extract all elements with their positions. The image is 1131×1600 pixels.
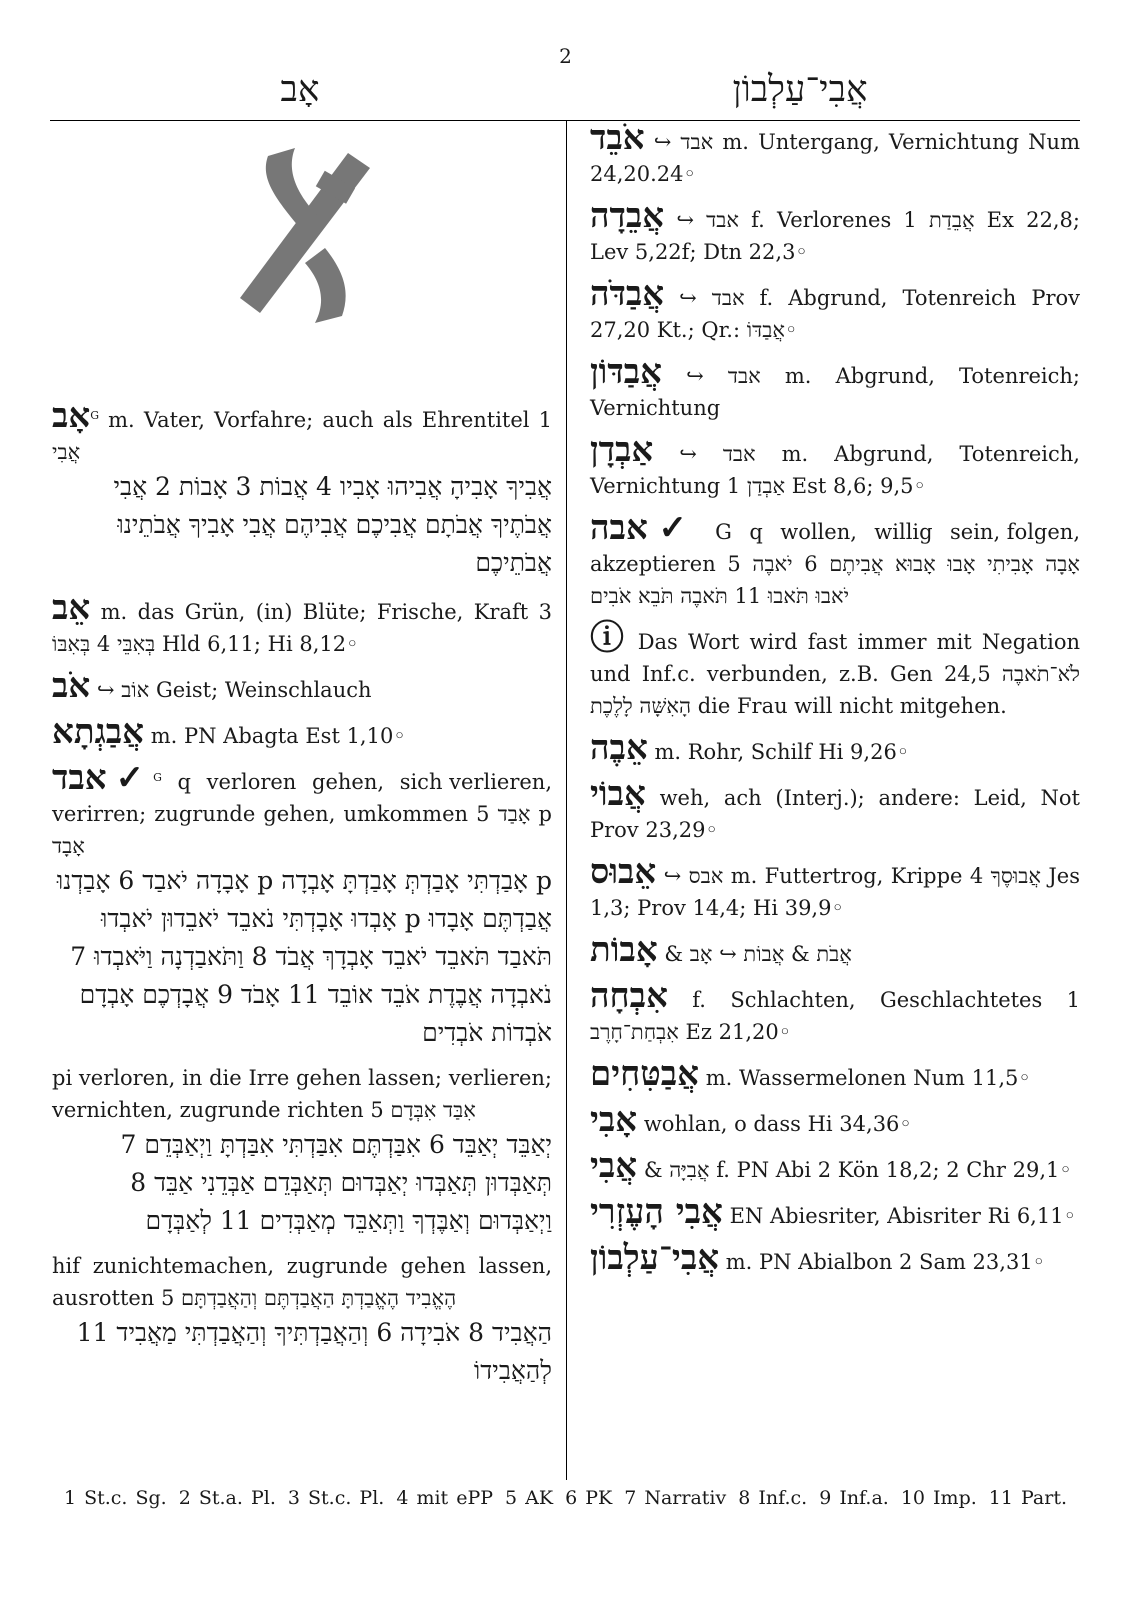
headword: אָבִי xyxy=(590,1100,638,1140)
right-entry xyxy=(590,1238,1080,1278)
legend-item: 2 St.a. Pl. xyxy=(178,1487,276,1509)
legend-item: 9 Inf.a. xyxy=(819,1487,889,1509)
entry-text: m. Vater, Vorfahre; auch als Ehrentitel 1 אֲבִי xyxy=(52,408,552,464)
hebrew-forms: הַאֲבִיד 8 אֹבִידָה 6 וְהַאֲבַדְתִּיךָ וְהַאֲבַדְתִּי מַאֲבִיד 11 לְהַאֲבִידוֹ xyxy=(76,1318,552,1385)
right-entry xyxy=(590,430,1080,502)
headword: אֵבוּס xyxy=(590,852,657,892)
header-left-guide-word: אָב xyxy=(280,69,320,110)
headword: ⓘ xyxy=(590,618,628,658)
right-entry xyxy=(590,1054,1080,1094)
entry-text: wohlan, o dass Hi 34,36◦ xyxy=(643,1112,912,1136)
entry-text: Das Wort wird fast immer mit Negation und Inf.c. verbunden, z.B. Gen 24,5 לֹא־תֹאבֶה הָאִשָּׁה לָלֶכֶת die Frau will nicht mitgehen. xyxy=(590,630,1080,718)
grammar-superscript: G xyxy=(153,771,162,784)
entry-text: G q wollen, willig sein, folgen, akzeptieren 5 אָבָה אָבִיתִי אָבוּ אָבוּא אֲבִיתֶם 6 יֹאבֶה יֹאבוּ תֹּאבוּ 11 תֹּאבֶה תֹּבֵא אֹבִים xyxy=(590,520,1081,608)
legend-item: 5 AK xyxy=(505,1487,554,1509)
right-entry xyxy=(590,930,1080,970)
entry-text: m. das Grün, (in) Blüte; Frische, Kraft 3 בְּאִבֵּי 4 בְּאִבּוֹ Hld 6,11; Hi 8,12◦ xyxy=(52,600,552,656)
headword: אָב xyxy=(52,396,91,436)
headword: אֲבוֹי xyxy=(590,774,646,814)
headword: אֲבַדּוֹן xyxy=(590,352,662,392)
entry-text: m. Wassermelonen Num 11,5◦ xyxy=(705,1066,1031,1090)
right-entry xyxy=(590,274,1080,346)
headword: אַבְדָן xyxy=(590,430,654,470)
right-entry xyxy=(590,118,1080,190)
headword: אֲבַטִּחִים xyxy=(590,1054,700,1094)
headword: ✓אבד xyxy=(52,758,154,798)
right-entry xyxy=(590,618,1080,722)
entry-text: m. PN Abialbon 2 Sam 23,31◦ xyxy=(725,1250,1046,1274)
entry-text: ↪ אבד m. Untergang, Vernichtung Num 24,20.24◦ xyxy=(590,130,1080,186)
headword: אֵבֶה xyxy=(590,728,648,768)
right-entry xyxy=(590,976,1080,1048)
right-entry xyxy=(590,852,1080,924)
right-entry xyxy=(590,508,1081,612)
header-rule xyxy=(50,120,1080,121)
left-entry xyxy=(52,396,552,582)
headword: אֲבִי הָעֶזְרִי xyxy=(590,1192,723,1232)
abbreviation-legend xyxy=(0,1487,1131,1509)
right-entry xyxy=(590,774,1080,846)
page-number: 2 xyxy=(559,44,572,68)
entry-text: ↪ אבד m. Abgrund, Totenreich, Vernichtung 1 אַבְדַן Est 8,6; 9,5◦ xyxy=(590,442,1080,498)
headword: אֲבֵדָה xyxy=(590,196,665,236)
entry-text: ↪ אוֹב Geist; Weinschlauch xyxy=(96,678,372,702)
entry-text: ↪ אבד f. Verlorenes 1 אֲבֵדַת Ex 22,8; Lev 5,22f; Dtn 22,3◦ xyxy=(590,208,1080,264)
legend-item: 11 Part. xyxy=(988,1487,1068,1509)
left-column xyxy=(52,396,553,1400)
legend-item: 3 St.c. Pl. xyxy=(287,1487,385,1509)
headword: אֲבִי xyxy=(590,1146,638,1186)
hebrew-forms: p אָבַדְתִּי אָבַדְתְּ אָבַדְתָּ אָבְדָה p אָבָדָה יֹאבַד 6 אָבַדְנוּ אֲבַדְתֶּם אָבָדוּ p אָבְדוּ אָבָדְתִּי נֹאבֵד יֹאבֵדוּן יֹאבְדוּ תֹּאבַד תֹּאבֵד יֹאבֵד אָבְדָךְ אֲבֹד 8 וַתֹּאבַדְנָה וַיֹּאבְדוּ 7 נֹאבְדָה אֲבֶדֶת אֹבֵד אוֹבֵד 11 אָבֹד 9 אֲבָדְכֶם אָבְדָם אֹבְדוֹת אֹבְדִים xyxy=(56,866,552,1047)
left-entry xyxy=(52,666,552,706)
entry-text: ↪ אבד m. Abgrund, Totenreich; Vernichtung xyxy=(590,364,1080,420)
left-entry xyxy=(52,588,552,660)
hebrew-forms: יְאַבֵּד יְאַבֵּד 6 אִבַּדְתֶּם אִבַּדְתִּי אִבַּדְתָּ וַיְאַבְּדֵם 7 תְּאַבְּדוּן תְּאַבְּדוּ יְאַבְּדוּם תְּאַבְּדֵם אַבְּדֵנִי אַבֵּד 8 וַיְאַבְּדוּם וְאַבֶּדְךָ וַתְּאַבֵּד מְאַבְּדִים 11 לְאַבְּדָם xyxy=(120,1130,552,1235)
alef-letter-ornament xyxy=(220,138,390,328)
entry-text: ↪ אבד f. Abgrund, Totenreich Prov 27,20 Kt.; Qr.: אֲבַדּוֹ◦ xyxy=(590,286,1080,342)
entry-text: m. PN Abagta Est 1,10◦ xyxy=(150,724,406,748)
entry-text: EN Abiesriter, Abisriter Ri 6,11◦ xyxy=(729,1204,1076,1228)
legend-item: 10 Imp. xyxy=(900,1487,977,1509)
headword: אֵב xyxy=(52,588,91,628)
right-entry xyxy=(590,1100,1080,1140)
headword: אָבוֹת xyxy=(590,930,658,970)
entry-text: & אֲבֹת & אֲבוֹת ↪ אָב xyxy=(664,942,852,966)
headword: אֹב xyxy=(52,666,91,706)
right-entry xyxy=(590,1146,1080,1186)
headword: אֲבַגְתָא xyxy=(52,712,145,752)
entry-text: m. Rohr, Schilf Hi 9,26◦ xyxy=(654,740,910,764)
entry-text: f. Schlachten, Geschlachtetes 1 אִבְחַת־חָרֶב Ez 21,20◦ xyxy=(590,988,1080,1044)
legend-item: 4 mit ePP xyxy=(396,1487,494,1509)
right-column xyxy=(590,118,1081,1288)
header-right-guide-word: אֲבִי־עַלְבוֹן xyxy=(732,69,868,110)
right-entry xyxy=(590,1192,1080,1232)
right-entry xyxy=(590,196,1080,268)
entry-text: ↪ אבס m. Futtertrog, Krippe 4 אֲבוּסֶךָ Jes 1,3; Prov 14,4; Hi 39,9◦ xyxy=(590,864,1080,920)
entry-text: pi verloren, in die Irre gehen lassen; verlieren; vernichten, zugrunde richten 5 אִבַּד אִבְּדָם xyxy=(52,1066,552,1122)
left-entry xyxy=(52,1062,552,1240)
legend-item: 6 PK xyxy=(565,1487,613,1509)
headword: אֲבִי־עַלְבוֹן xyxy=(590,1238,720,1278)
entry-text: hif zunichtemachen, zugrunde gehen lassen, ausrotten 5 הֶאֱבִיד הֶאֱבַדְתָּ הַאֲבַדְתֶּם וְהַאֲבַדְתָּם xyxy=(52,1254,552,1310)
left-entry xyxy=(52,758,553,1052)
entry-text: q verloren gehen, sich verlieren, verirren; zugrunde gehen, umkommen 5 אָבַד p אָבָד xyxy=(52,770,553,858)
legend-item: 7 Narrativ xyxy=(624,1487,727,1509)
headword: ✓אבה xyxy=(590,508,698,548)
headword: אֹבֵד xyxy=(590,118,645,158)
headword: אִבְחָה xyxy=(590,976,668,1016)
right-entry xyxy=(590,728,1080,768)
left-entry xyxy=(52,1250,552,1390)
legend-item: 1 St.c. Sg. xyxy=(63,1487,167,1509)
headword: אֲבַדֹּה xyxy=(590,274,665,314)
legend-item: 8 Inf.c. xyxy=(738,1487,808,1509)
right-entry xyxy=(590,352,1080,424)
column-divider xyxy=(566,120,567,1480)
entry-text: weh, ach (Interj.); andere: Leid, Not Prov 23,29◦ xyxy=(590,786,1080,842)
left-entry xyxy=(52,712,552,752)
grammar-superscript: G xyxy=(90,409,100,422)
entry-text: & אֲבִיָּה f. PN Abi 2 Kön 18,2; 2 Chr 29,1◦ xyxy=(643,1158,1072,1182)
hebrew-forms: אֲבִיךָ אָבִיהָ אֲבִיהוּ אָבִיו 4 אֲבוֹת 3 אָבוֹת 2 אֲבִי אֲבֹתֶיךָ אֲבֹתָם אֲבִיכֶם אֲבִיהֶם אֲבִי אָבִיךָ אֲבֹתֵינוּ אֲבֹתֵיכֶם xyxy=(113,472,552,577)
